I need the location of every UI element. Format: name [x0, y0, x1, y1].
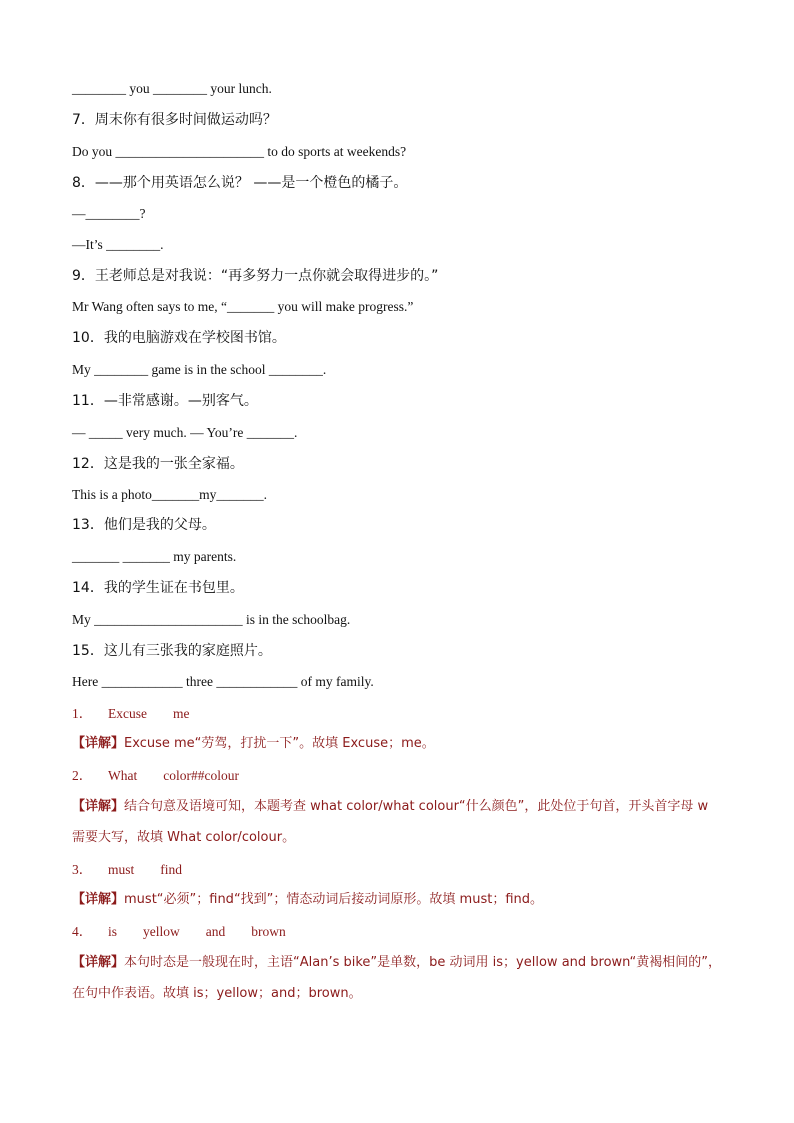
detail-2 [72, 791, 722, 853]
question-10-chinese: 10．我的电脑游戏在学校图书馆。 [72, 330, 286, 346]
question-11-english: — _____ very much. — You’re _______. [72, 425, 298, 440]
question-13-chinese: 13．他们是我的父母。 [72, 517, 216, 533]
answer-4 [72, 923, 722, 941]
answer-word: yellow [143, 924, 180, 939]
detail-3 [72, 884, 722, 915]
question-14-chinese: 14．我的学生证在书包里。 [72, 580, 244, 596]
question-8-line-a: —________? [72, 206, 146, 221]
detail-text: must“必须”；find“找到”；情态动词后接动词原形。故填 must；find。 [124, 892, 543, 907]
question-13-english: _______ _______ my parents. [72, 549, 237, 564]
question-14-english: My ______________________ is in the schoolbag. [72, 612, 351, 627]
answer-number: 3． [72, 862, 93, 877]
answer-word: must [108, 862, 135, 877]
detail-tag: 【详解】 [72, 736, 125, 751]
question-7-english: Do you ______________________ to do sports at weekends? [72, 144, 407, 159]
answer-word: find [160, 862, 183, 877]
detail-tag: 【详解】 [72, 892, 125, 907]
answer-1 [72, 705, 722, 723]
question-15-chinese: 15．这儿有三张我的家庭照片。 [72, 643, 272, 659]
answer-2 [72, 767, 722, 785]
detail-tag: 【详解】 [72, 955, 125, 970]
question-8-chinese: 8．——那个用英语怎么说？ ——是一个橙色的橘子。 [72, 175, 408, 191]
detail-text: 本句时态是一般现在时，主语“Alan’s bike”是单数，be 动词用 is；yellow and brown“黄褐相间的”，在句中作表语。故填 is；yellow；and；brown。 [72, 955, 721, 1001]
answer-number: 1． [72, 706, 93, 721]
detail-1 [72, 728, 722, 759]
question-11-chinese: 11．—非常感谢。—别客气。 [72, 393, 258, 409]
detail-text: 结合句意及语境可知，本题考查 what color/what colour“什么颜色”，此处位于句首，开头首字母 w 需要大写，故填 What color/colour。 [72, 799, 709, 845]
answer-word: Excuse [108, 706, 147, 721]
answer-word: and [205, 924, 226, 939]
answer-3 [72, 861, 722, 879]
answer-word: brown [251, 924, 286, 939]
question-9-chinese: 9．王老师总是对我说：“再多努力一点你就会取得进步的。” [72, 268, 439, 284]
detail-text: Excuse me“劳驾，打扰一下”。故填 Excuse；me。 [124, 736, 435, 751]
answer-word: color##colour [163, 768, 239, 783]
answer-number: 4． [72, 924, 93, 939]
answer-word: What [108, 768, 138, 783]
question-15-english: Here ____________ three ____________ of my family. [72, 674, 374, 689]
question-9-english: Mr Wang often says to me, “_______ you will make progress.” [72, 299, 414, 314]
question-10-english: My ________ game is in the school ________. [72, 362, 327, 377]
answer-word: is [108, 924, 118, 939]
answer-number: 2． [72, 768, 93, 783]
answer-word: me [172, 706, 190, 721]
question-12-english: This is a photo_______my_______. [72, 487, 267, 502]
detail-4 [72, 947, 722, 1009]
question-6-english: ________ you ________ your lunch. [72, 81, 272, 96]
detail-tag: 【详解】 [72, 799, 125, 814]
question-12-chinese: 12．这是我的一张全家福。 [72, 456, 244, 472]
question-7-chinese: 7．周末你有很多时间做运动吗？ [72, 112, 277, 128]
question-8-line-b: —It’s ________. [72, 237, 164, 252]
